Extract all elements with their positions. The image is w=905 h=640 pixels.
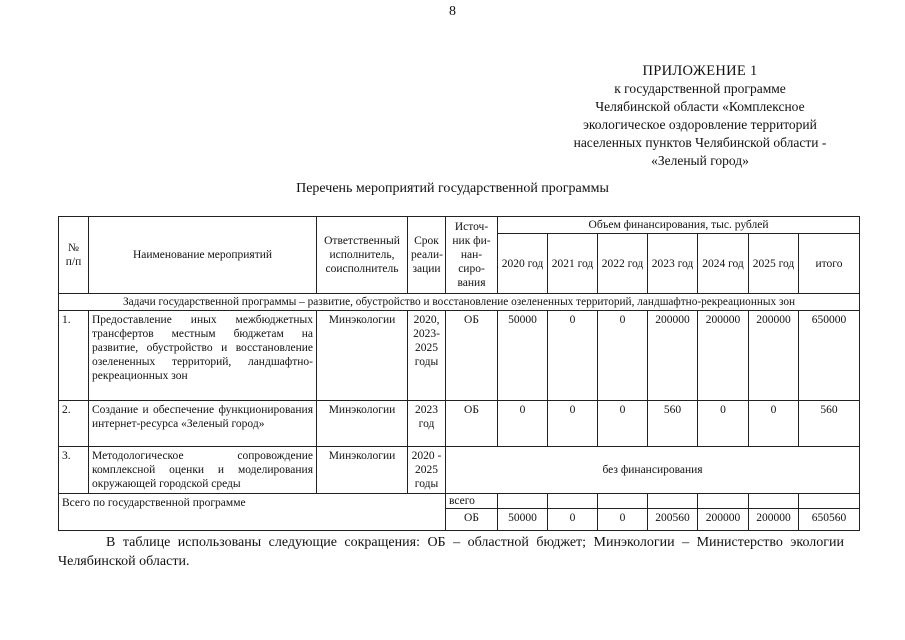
appendix-line: экологическое оздоровление территорий	[583, 117, 817, 132]
measures-table	[58, 216, 860, 531]
row-value: 0	[749, 401, 799, 447]
row-value: 560	[648, 401, 698, 447]
total-value: 200000	[698, 509, 749, 531]
row-value: 0	[598, 401, 648, 447]
total-value: 200000	[749, 509, 799, 531]
row-value: 0	[498, 401, 548, 447]
row-source: ОБ	[446, 401, 498, 447]
row-name: Создание и обеспечение функционирования интернет-ресурса «Зеленый город»	[89, 401, 317, 447]
row-total: 560	[799, 401, 860, 447]
header-year: 2020 год	[498, 234, 548, 294]
row-value: 0	[548, 311, 598, 401]
total-grand-value: 650560	[799, 509, 860, 531]
abbreviations-note: В таблице использованы следующие сокращения: ОБ – областной бюджет; Минэкологии – Министерство экологии Челябинской области.	[58, 535, 844, 569]
header-source: Источ-ник фи-нан-сиро-вания	[446, 217, 498, 294]
row-value: 200000	[749, 311, 799, 401]
document-title: Перечень мероприятий государственной программы	[296, 181, 609, 196]
row-executor: Минэкологии	[317, 311, 408, 401]
appendix-line: населенных пунктов Челябинской области -	[573, 135, 827, 150]
row-num: 2.	[59, 401, 89, 447]
table-row	[59, 401, 860, 447]
total-value: 200560	[648, 509, 698, 531]
total-label: Всего по государственной программе	[59, 494, 446, 531]
header-row	[59, 217, 860, 234]
row-value: 200000	[698, 311, 749, 401]
header-year: 2024 год	[698, 234, 749, 294]
header-term: Срок реали-зации	[408, 217, 446, 294]
header-year: 2022 год	[598, 234, 648, 294]
header-funding: Объем финансирования, тыс. рублей	[498, 217, 860, 234]
row-name: Методологическое сопровождение комплексной оценки и моделирования окружающей городской среды	[89, 447, 317, 494]
row-value: 0	[548, 401, 598, 447]
header-year: 2023 год	[648, 234, 698, 294]
header-name: Наименование мероприятий	[89, 217, 317, 294]
row-value: 200000	[648, 311, 698, 401]
row-value: 0	[598, 311, 648, 401]
row-total: 650000	[799, 311, 860, 401]
row-term: 2020 - 2025 годы	[408, 447, 446, 494]
row-executor: Минэкологии	[317, 447, 408, 494]
total-value: 0	[548, 509, 598, 531]
total-source-all: всего	[446, 494, 498, 509]
row-term: 2023 год	[408, 401, 446, 447]
appendix-line: к государственной программе	[614, 81, 786, 96]
total-row	[59, 494, 860, 509]
no-funding-cell: без финансирования	[446, 447, 860, 494]
appendix-heading: ПРИЛОЖЕНИЕ 1	[642, 63, 758, 79]
appendix-block	[520, 62, 880, 170]
row-name: Предоставление иных межбюджетных трансфертов местным бюджетам на развитие, обустройство и восстановление озелененных территорий, ландшафтно-рекреационных зон	[89, 311, 317, 401]
row-num: 1.	[59, 311, 89, 401]
tasks-cell: Задачи государственной программы – развитие, обустройство и восстановление озелененных территорий, ландшафтно-рекреационных зон	[59, 294, 860, 311]
header-year: 2021 год	[548, 234, 598, 294]
row-num: 3.	[59, 447, 89, 494]
row-executor: Минэкологии	[317, 401, 408, 447]
tasks-row	[59, 294, 860, 311]
page-number: 8	[449, 4, 456, 19]
total-value: 50000	[498, 509, 548, 531]
appendix-line: Челябинской области «Комплексное	[595, 99, 805, 114]
header-num: № п/п	[59, 217, 89, 294]
header-executor: Ответственный исполнитель, соисполнитель	[317, 217, 408, 294]
row-value: 0	[698, 401, 749, 447]
appendix-line: «Зеленый город»	[651, 153, 749, 168]
row-source: ОБ	[446, 311, 498, 401]
table-row	[59, 311, 860, 401]
total-value: 0	[598, 509, 648, 531]
header-year: 2025 год	[749, 234, 799, 294]
row-term: 2020, 2023-2025 годы	[408, 311, 446, 401]
table-row	[59, 447, 860, 494]
header-total: итого	[799, 234, 860, 294]
row-value: 50000	[498, 311, 548, 401]
total-source: ОБ	[446, 509, 498, 531]
